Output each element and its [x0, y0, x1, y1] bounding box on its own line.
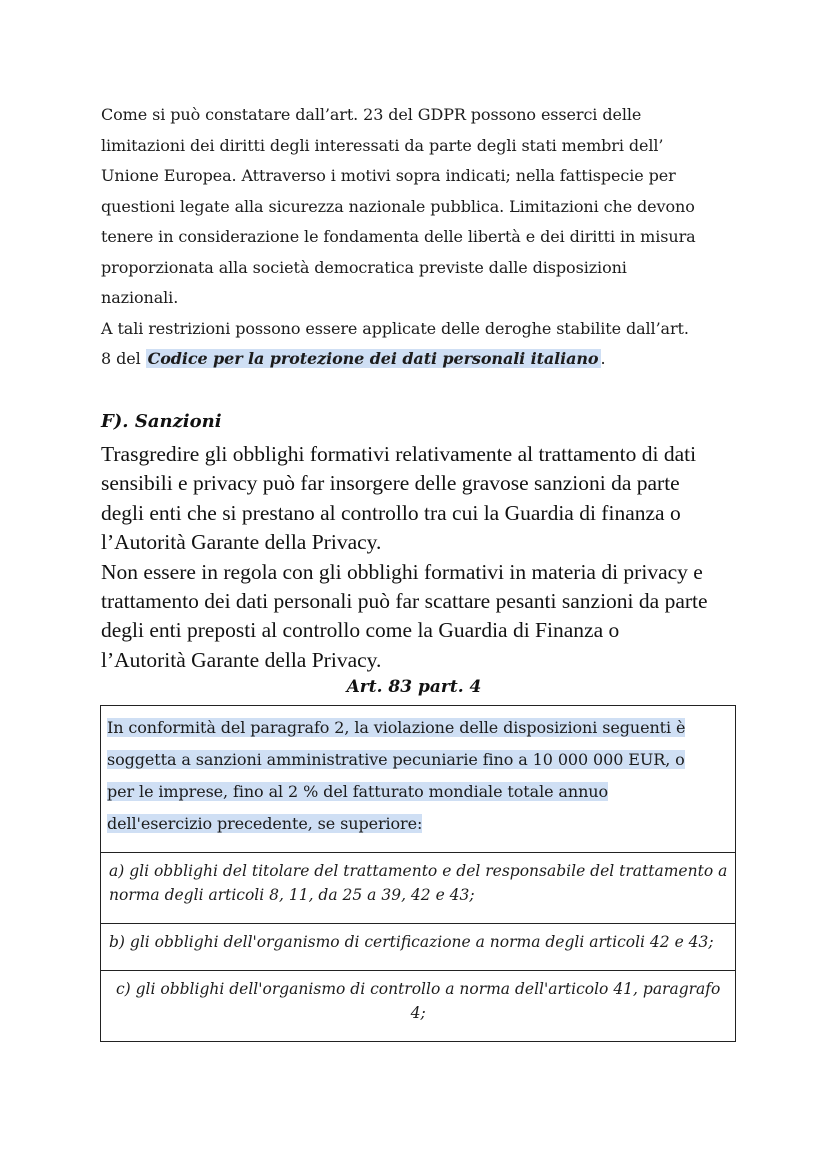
intro-line: proporzionata alla società democratica previste dalle disposizioni	[101, 257, 627, 277]
item-b-line: b) gli obblighi dell'organismo di certificazione a norma degli articoli 42 e 43;	[109, 933, 714, 951]
intro-line: Unione Europea. Attraverso i motivi sopra indicati; nella fattispecie per	[101, 166, 676, 185]
article-title: Art. 83 part. 4	[346, 677, 482, 697]
article-item-a	[101, 853, 736, 924]
sanzioni-line: sensibili e privacy può far insorgere delle gravose sanzioni da parte	[101, 471, 680, 496]
highlighted-code-reference: Codice per la protezione dei dati personali italiano	[147, 349, 599, 368]
intro-line: A tali restrizioni possono essere applicate delle deroghe stabilite dall’art.	[101, 318, 689, 338]
sanzioni-line: degli enti che si prestano al controllo tra cui la Guardia di finanza o	[101, 500, 681, 525]
sanzioni-line: Trasgredire gli obblighi formativi relativamente al trattamento di dati	[101, 442, 697, 466]
intro-last-prefix: 8 del	[101, 349, 146, 368]
intro-paragraph	[101, 100, 741, 375]
table-row	[101, 706, 736, 853]
article-main-line: In conformità del paragrafo 2, la violazione delle disposizioni seguenti è	[107, 718, 686, 737]
item-a-line: norma degli articoli 8, 11, da 25 a 39, 42 e 43;	[109, 886, 475, 904]
article-main-line: per le imprese, fino al 2 % del fatturato mondiale totale annuo	[107, 782, 609, 801]
item-c-line: 4;	[410, 1004, 426, 1022]
sanzioni-line: degli enti preposti al controllo come la Guardia di Finanza o	[101, 618, 620, 643]
sanzioni-line: l’Autorità Garante della Privacy.	[101, 647, 382, 672]
item-c-line: c) gli obblighi dell'organismo di controllo a norma dell'articolo 41, paragrafo	[115, 980, 721, 998]
intro-line: Come si può constatare dall’art. 23 del GDPR possono esserci delle	[101, 105, 642, 124]
intro-line: nazionali.	[101, 288, 179, 307]
sanzioni-paragraph	[101, 440, 761, 675]
intro-line: questioni legate alla sicurezza nazionale pubblica. Limitazioni che devono	[101, 196, 695, 216]
sanzioni-line: trattamento dei dati personali può far scattare pesanti sanzioni da parte	[101, 589, 708, 614]
article-table	[100, 705, 736, 1042]
intro-last-line	[101, 344, 741, 375]
table-row	[101, 971, 736, 1042]
article-main-cell	[101, 706, 736, 853]
article-item-b	[101, 924, 736, 971]
item-a-line: a) gli obblighi del titolare del trattamento e del responsabile del trattamento a	[109, 862, 728, 880]
intro-line: tenere in considerazione le fondamenta delle libertà e dei diritti in misura	[101, 227, 696, 246]
section-title: F). Sanzioni	[101, 411, 222, 432]
article-item-c	[101, 971, 736, 1042]
intro-line: limitazioni dei diritti degli interessati da parte degli stati membri dell’	[101, 135, 664, 155]
article-main-line: dell'esercizio precedente, se superiore:	[107, 814, 423, 833]
article-main-line: soggetta a sanzioni amministrative pecuniarie fino a 10 000 000 EUR, o	[107, 750, 685, 769]
intro-last-suffix: .	[600, 349, 606, 368]
table-row	[101, 924, 736, 971]
sanzioni-line: Non essere in regola con gli obblighi formativi in materia di privacy e	[101, 559, 703, 584]
table-row	[101, 853, 736, 924]
sanzioni-line: l’Autorità Garante della Privacy.	[101, 530, 382, 555]
